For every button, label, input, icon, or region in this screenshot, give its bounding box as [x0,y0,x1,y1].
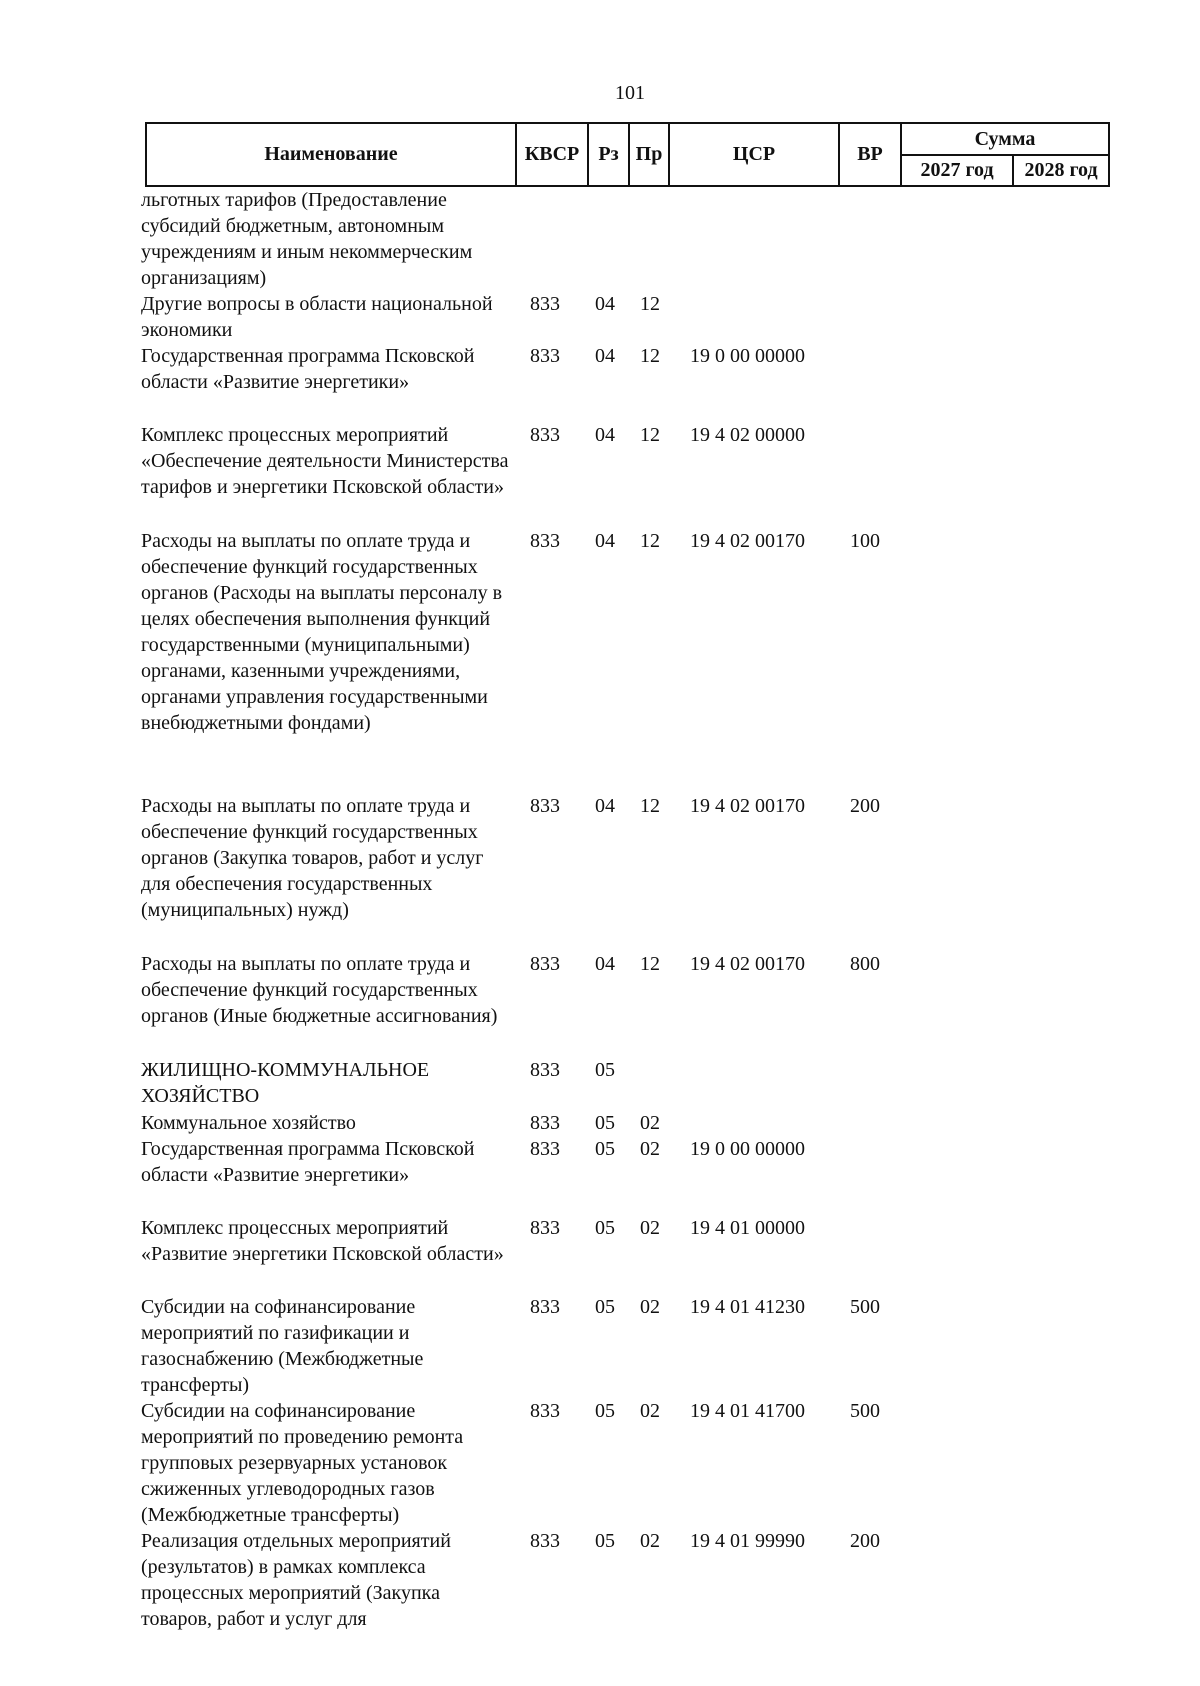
row-rz: 05 [595,1400,615,1422]
row-rz: 04 [595,424,615,446]
row-pr: 02 [640,1296,660,1318]
row-vr: 200 [850,795,880,817]
row-rz: 05 [595,1296,615,1318]
row-kvsr: 833 [530,293,560,315]
row-rz: 05 [595,1530,615,1552]
row-vr: 100 [850,530,880,552]
row-csr: 19 4 01 41700 [690,1400,805,1422]
row-pr: 12 [640,424,660,446]
row-pr: 12 [640,293,660,315]
row-pr: 02 [640,1217,660,1239]
row-name: Субсидии на софинансирование мероприятий по газификации и газоснабжению (Межбюджетные трансферты) [141,1296,424,1396]
header-csr: ЦСР [670,124,840,185]
row-csr: 19 0 00 00000 [690,345,805,367]
row-name: Реализация отдельных мероприятий (результатов) в рамках комплекса процессных мероприятий (Закупка товаров, работ и услуг для [141,1530,451,1630]
row-kvsr: 833 [530,1112,560,1134]
row-kvsr: 833 [530,1059,560,1081]
row-pr: 02 [640,1530,660,1552]
row-csr: 19 4 02 00170 [690,795,805,817]
row-vr: 500 [850,1296,880,1318]
row-name: Расходы на выплаты по оплате труда и обеспечение функций государственных органов (Закупка товаров, работ и услуг для обеспечения государственных (муниципальных) нужд) [141,795,484,921]
row-name: Комплекс процессных мероприятий «Развитие энергетики Псковской области» [141,1217,504,1265]
row-name: Другие вопросы в области национальной экономики [141,293,493,341]
row-rz: 04 [595,345,615,367]
row-name: льготных тарифов (Предоставление субсидий бюджетным, автономным учреждениям и иным некоммерческим организациям) [141,189,473,289]
row-name: Комплекс процессных мероприятий «Обеспечение деятельности Министерства тарифов и энергетики Псковской области» [141,424,509,498]
row-rz: 04 [595,530,615,552]
row-pr: 02 [640,1400,660,1422]
row-name: Коммунальное хозяйство [141,1112,356,1134]
row-pr: 12 [640,795,660,817]
row-name: Государственная программа Псковской области «Развитие энергетики» [141,345,475,393]
row-csr: 19 4 02 00170 [690,953,805,975]
row-pr: 12 [640,345,660,367]
header-name: Наименование [147,124,517,185]
row-name: Расходы на выплаты по оплате труда и обеспечение функций государственных органов (Расходы на выплаты персоналу в целях обеспечения выполнения функций государственными (муниципальными) органами, казенными учреждениями, органами управления государственными внебюджетными фондами) [141,530,503,734]
header-rz: Рз [589,124,630,185]
row-kvsr: 833 [530,1530,560,1552]
row-rz: 05 [595,1217,615,1239]
row-rz: 04 [595,795,615,817]
header-year-2028: 2028 год [1024,159,1098,181]
row-kvsr: 833 [530,795,560,817]
header-pr: Пр [630,124,670,185]
row-pr: 12 [640,530,660,552]
header-kvsr: КВСР [517,124,589,185]
row-pr: 12 [640,953,660,975]
row-vr: 200 [850,1530,880,1552]
row-csr: 19 4 01 00000 [690,1217,805,1239]
row-csr: 19 0 00 00000 [690,1138,805,1160]
row-kvsr: 833 [530,530,560,552]
row-name: Расходы на выплаты по оплате труда и обеспечение функций государственных органов (Иные бюджетные ассигнования) [141,953,498,1027]
row-vr: 800 [850,953,880,975]
row-rz: 04 [595,953,615,975]
row-name: ЖИЛИЩНО-КОММУНАЛЬНОЕ ХОЗЯЙСТВО [141,1059,430,1107]
header-vr: ВР [840,124,902,185]
row-name: Государственная программа Псковской области «Развитие энергетики» [141,1138,475,1186]
row-kvsr: 833 [530,953,560,975]
row-pr: 02 [640,1112,660,1134]
row-rz: 04 [595,293,615,315]
row-rz: 05 [595,1138,615,1160]
row-kvsr: 833 [530,1138,560,1160]
row-kvsr: 833 [530,1296,560,1318]
table-header [145,122,1110,187]
row-csr: 19 4 02 00000 [690,424,805,446]
row-csr: 19 4 01 99990 [690,1530,805,1552]
page-number: 101 [615,82,645,104]
row-kvsr: 833 [530,1217,560,1239]
row-kvsr: 833 [530,345,560,367]
row-kvsr: 833 [530,1400,560,1422]
row-vr: 500 [850,1400,880,1422]
header-sum: Сумма [902,124,1108,156]
row-csr: 19 4 02 00170 [690,530,805,552]
header-year-2027: 2027 год [902,156,1014,185]
row-rz: 05 [595,1112,615,1134]
row-csr: 19 4 01 41230 [690,1296,805,1318]
row-name: Субсидии на софинансирование мероприятий по проведению ремонта групповых резервуарных установок сжиженных углеводородных газов (Межбюджетные трансферты) [141,1400,464,1526]
row-rz: 05 [595,1059,615,1081]
row-kvsr: 833 [530,424,560,446]
row-pr: 02 [640,1138,660,1160]
